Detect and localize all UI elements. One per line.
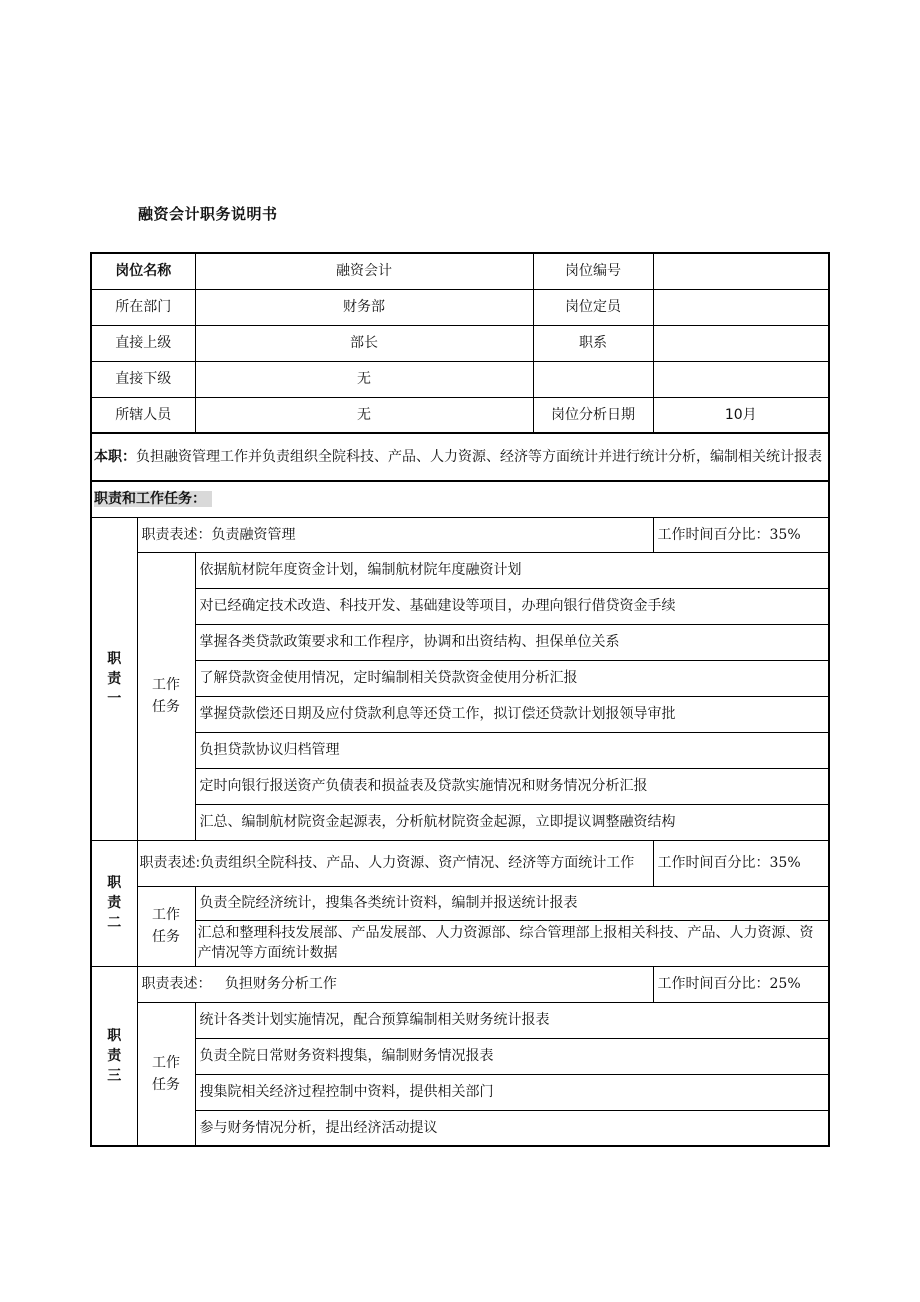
duty-3-task-label: 工作任务: [137, 1002, 195, 1146]
duty-1-task-row: [91, 552, 829, 588]
info-row-subordinate: [91, 361, 829, 397]
label-superior: 直接上级: [91, 325, 195, 361]
job-description-table: [90, 252, 830, 1147]
tasks-heading: [91, 481, 829, 517]
duty-2-task-row: [91, 886, 829, 920]
tasks-heading-row: [91, 481, 829, 517]
info-row-superior: [91, 325, 829, 361]
duty-3-name: 职责三: [91, 966, 137, 1146]
value-position-name: 融资会计: [195, 253, 533, 289]
duty-3-task-1: 统计各类计划实施情况，配合预算编制相关财务统计报表: [195, 1002, 829, 1038]
duty-1-task-8: 汇总、编制航材院资金起源表，分析航材院资金起源，立即提议调整融资结构: [195, 804, 829, 840]
duty-1-task-1: 依据航材院年度资金计划，编制航材院年度融资计划: [195, 552, 829, 588]
label-position-name: 岗位名称: [91, 253, 195, 289]
document-title: 融资会计职务说明书: [138, 205, 278, 223]
duty-2-task-1: 负责全院经济统计，搜集各类统计资料，编制并报送统计报表: [195, 886, 829, 920]
value-superior: 部长: [195, 325, 533, 361]
duty-3-percentage: 工作时间百分比：25%: [653, 966, 829, 1002]
duty-2-description: 职责表述:负责组织全院科技、产品、人力资源、资产情况、经济等方面统计工作: [137, 840, 653, 886]
info-row-name: [91, 253, 829, 289]
label-series: 职系: [533, 325, 653, 361]
duty-1-description: 职责表述：负责融资管理: [137, 517, 653, 552]
duty-1-task-5: 掌握贷款偿还日期及应付贷款利息等还贷工作，拟订偿还贷款计划报领导审批: [195, 696, 829, 732]
duty-1-task-3: 掌握各类贷款政策要求和工作程序，协调和出资结构、担保单位关系: [195, 624, 829, 660]
label-analysis-date: 岗位分析日期: [533, 397, 653, 433]
value-staff: 无: [195, 397, 533, 433]
duty-2-percentage: 工作时间百分比：35%: [653, 840, 829, 886]
duty-2-task-label: 工作任务: [137, 886, 195, 966]
duty-1-task-label: 工作任务: [137, 552, 195, 840]
empty-cell: [653, 361, 829, 397]
duty-1-task-2: 对已经确定技术改造、科技开发、基础建设等项目，办理向银行借贷资金手续: [195, 588, 829, 624]
label-subordinate: 直接下级: [91, 361, 195, 397]
label-quota: 岗位定员: [533, 289, 653, 325]
info-row-staff: [91, 397, 829, 433]
label-staff: 所辖人员: [91, 397, 195, 433]
duty-summary: [91, 433, 829, 481]
value-series: [653, 325, 829, 361]
duty-1-task-4: 了解贷款资金使用情况，定时编制相关贷款资金使用分析汇报: [195, 660, 829, 696]
duty-summary-label: 本职：: [94, 449, 136, 465]
duty-1-percentage: 工作时间百分比：35%: [653, 517, 829, 552]
duty-3-desc-row: [91, 966, 829, 1002]
label-department: 所在部门: [91, 289, 195, 325]
duty-3-task-3: 搜集院相关经济过程控制中资料，提供相关部门: [195, 1074, 829, 1110]
value-quota: [653, 289, 829, 325]
value-analysis-date: 10月: [653, 397, 829, 433]
duty-3-task-row: [91, 1002, 829, 1038]
tasks-heading-label: 职责和工作任务：: [94, 491, 212, 507]
duty-3-description: 职责表述： 负担财务分析工作: [137, 966, 653, 1002]
duty-3-task-4: 参与财务情况分析，提出经济活动提议: [195, 1110, 829, 1146]
duty-1-task-6: 负担贷款协议归档管理: [195, 732, 829, 768]
duty-1-name: 职责一: [91, 517, 137, 840]
info-row-dept: [91, 289, 829, 325]
duty-2-desc-row: [91, 840, 829, 886]
value-department: 财务部: [195, 289, 533, 325]
duty-3-task-2: 负责全院日常财务资料搜集，编制财务情况报表: [195, 1038, 829, 1074]
duty-1-task-7: 定时向银行报送资产负债表和损益表及贷款实施情况和财务情况分析汇报: [195, 768, 829, 804]
duty-2-task-2: 汇总和整理科技发展部、产品发展部、人力资源部、综合管理部上报相关科技、产品、人力资源、资产情况等方面统计数据: [195, 920, 829, 966]
label-position-code: 岗位编号: [533, 253, 653, 289]
value-position-code: [653, 253, 829, 289]
summary-row: [91, 433, 829, 481]
duty-summary-text: 负担融资管理工作并负责组织全院科技、产品、人力资源、经济等方面统计并进行统计分析，编制相关统计报表: [136, 449, 822, 465]
value-subordinate: 无: [195, 361, 533, 397]
duty-2-name: 职责二: [91, 840, 137, 966]
empty-cell: [533, 361, 653, 397]
duty-1-desc-row: [91, 517, 829, 552]
